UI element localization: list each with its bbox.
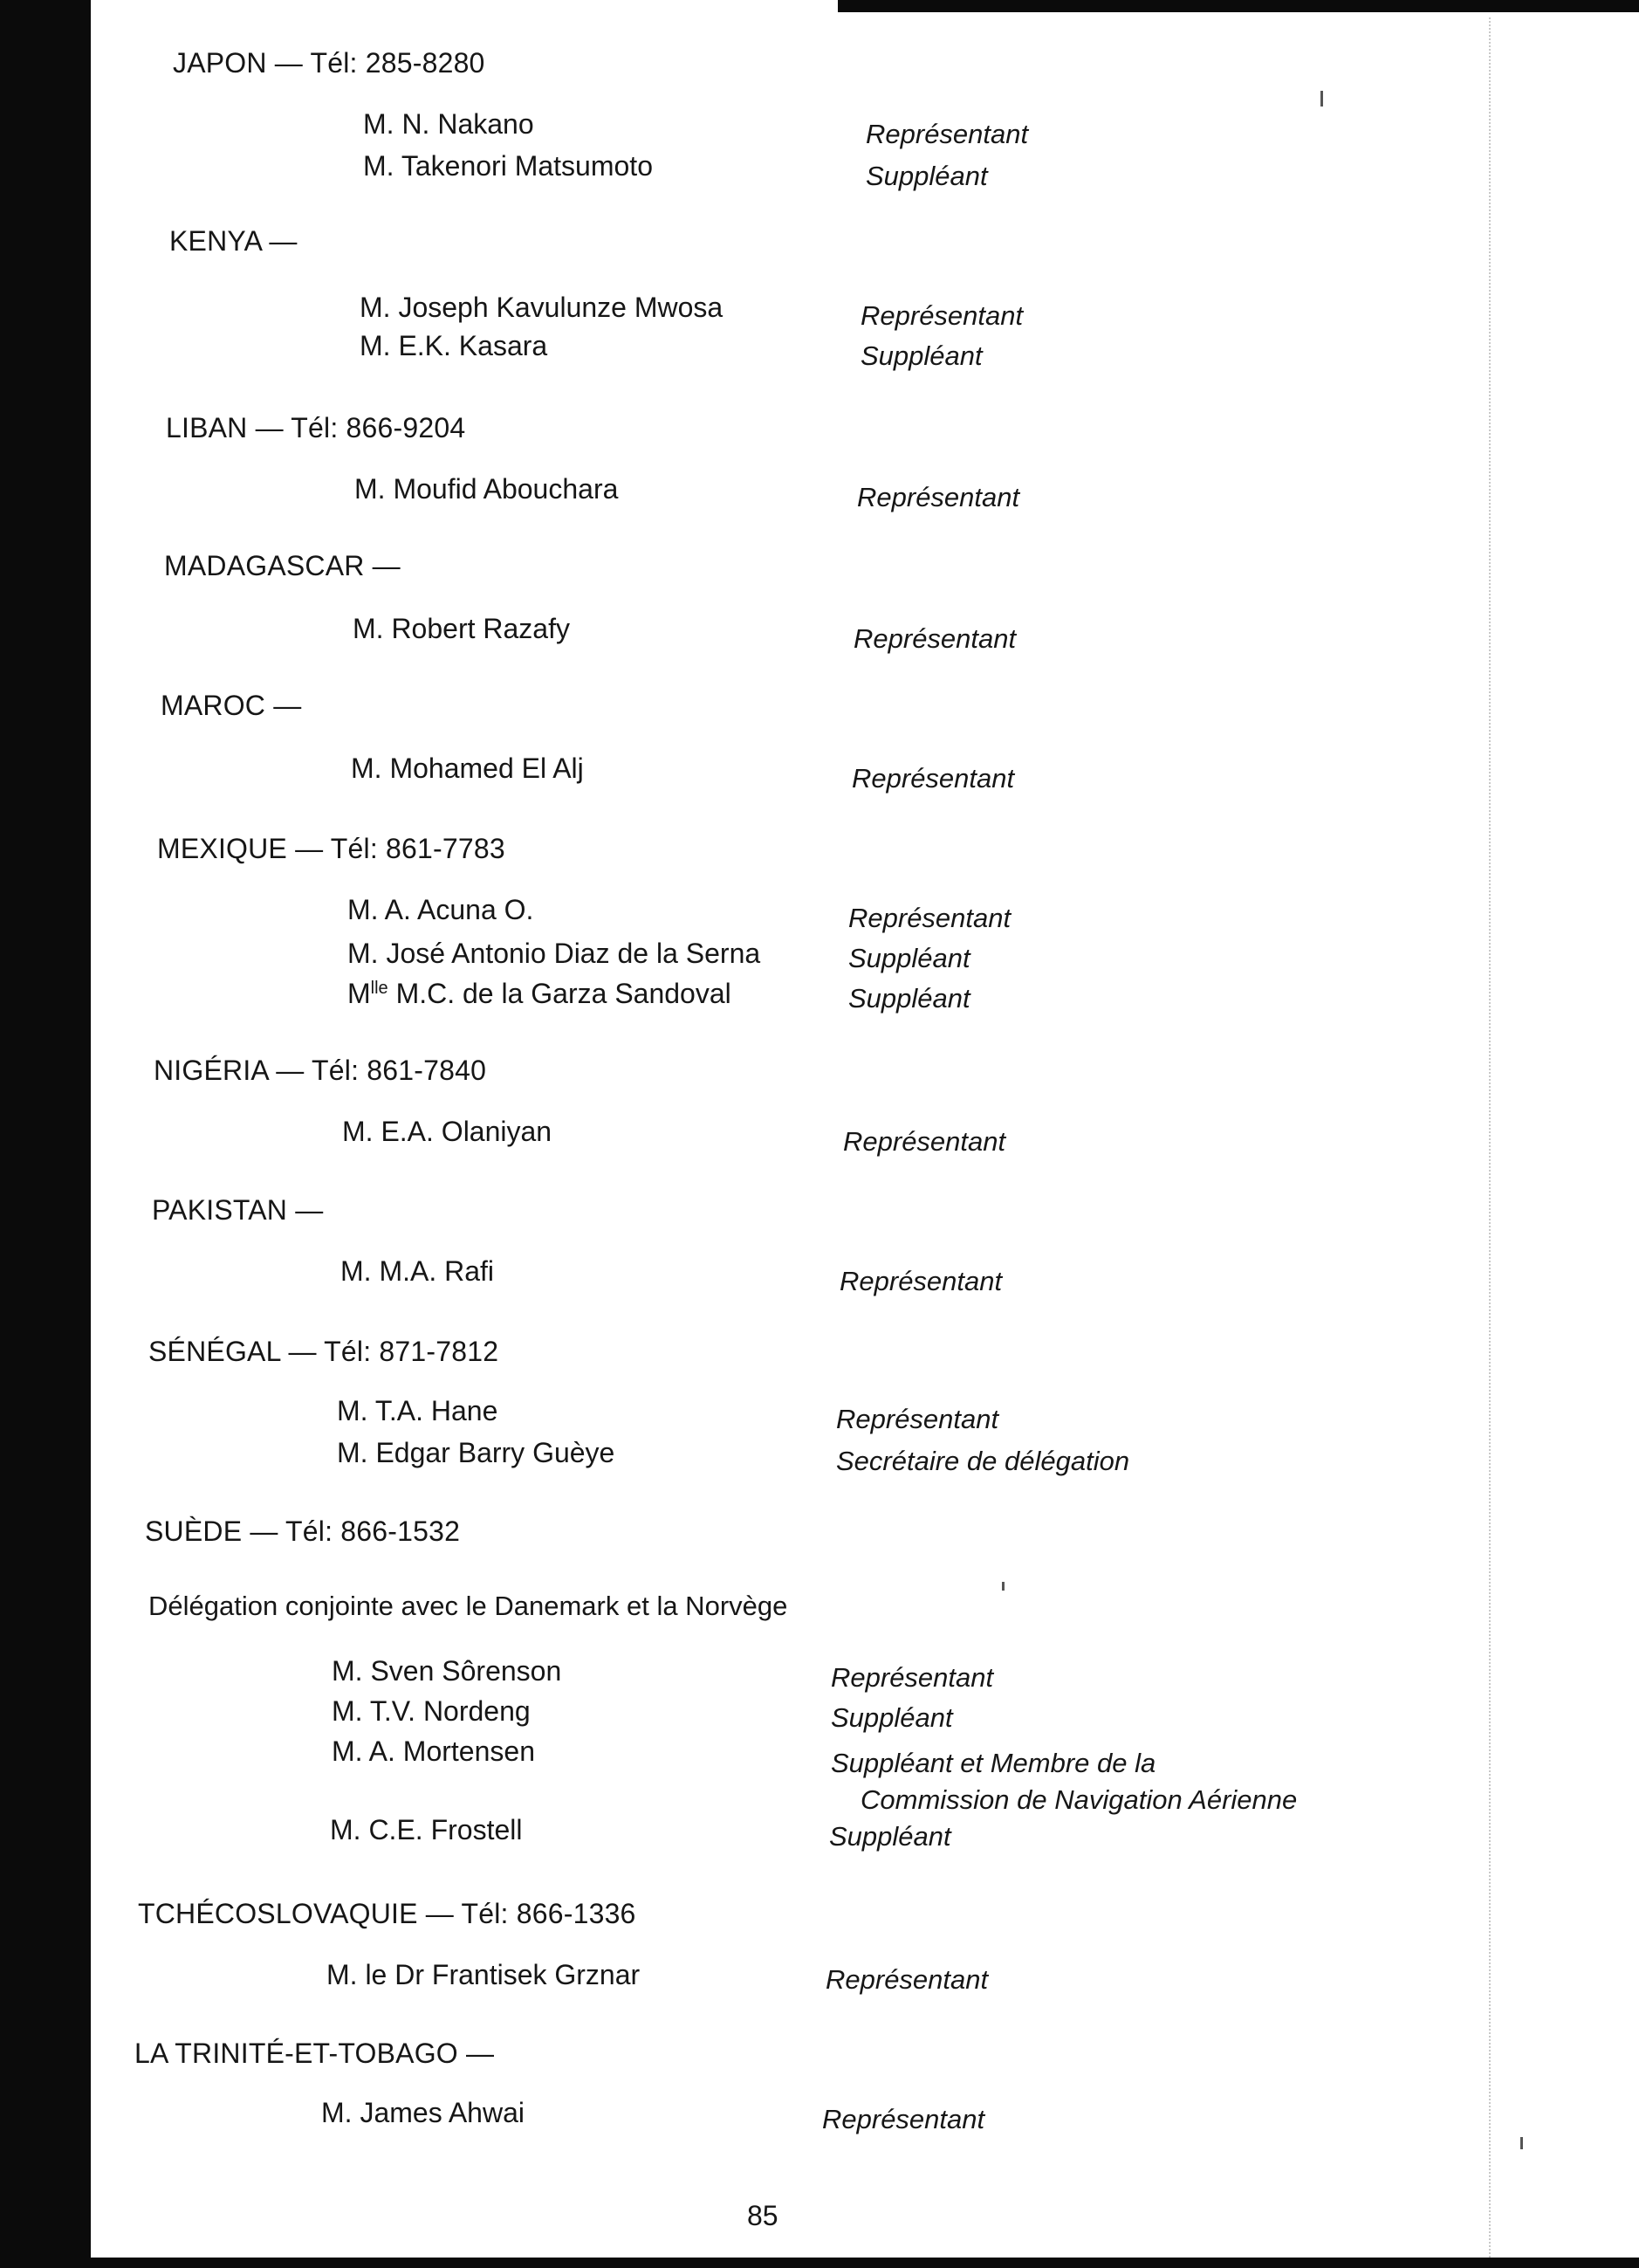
delegate-name bbox=[347, 978, 731, 1010]
delegation-note: Délégation conjointe avec le Danemark et la Norvège bbox=[148, 1591, 788, 1621]
delegate-role: Suppléant bbox=[831, 1702, 953, 1733]
delegate-role: Représentant bbox=[861, 300, 1024, 331]
delegate-role: Représentant bbox=[843, 1126, 1006, 1157]
delegate-name: M. C.E. Frostell bbox=[330, 1814, 523, 1845]
delegate-name: M. Mohamed El Alj bbox=[351, 753, 584, 784]
delegate-role: Représentant bbox=[866, 119, 1029, 149]
delegate-role: Représentant bbox=[822, 2104, 985, 2134]
delegate-name: M. le Dr Frantisek Grznar bbox=[326, 1959, 641, 1990]
delegate-name: M. Takenori Matsumoto bbox=[363, 150, 653, 182]
delegate-name: M. M.A. Rafi bbox=[340, 1255, 495, 1287]
country-heading-japon: JAPON — Tél: 285-8280 bbox=[173, 47, 485, 79]
delegate-role: Suppléant bbox=[829, 1821, 951, 1852]
delegate-role: Suppléant bbox=[866, 161, 988, 191]
delegate-name: M. Robert Razafy bbox=[353, 613, 570, 644]
country-heading-liban: LIBAN — Tél: 866-9204 bbox=[166, 412, 466, 443]
delegate-role: Représentant bbox=[857, 482, 1020, 512]
delegate-name: M. T.V. Nordeng bbox=[332, 1695, 531, 1727]
scan-speck bbox=[1320, 91, 1323, 107]
delegate-name: M. T.A. Hane bbox=[337, 1395, 498, 1426]
delegate-name: M. Moufid Abouchara bbox=[354, 473, 619, 505]
delegate-role: Représentant bbox=[826, 1964, 989, 1995]
country-heading-tchecoslovaquie: TCHÉCOSLOVAQUIE — Tél: 866-1336 bbox=[138, 1898, 636, 1929]
delegate-name: M. James Ahwai bbox=[321, 2097, 525, 2128]
delegate-role: Représentant bbox=[852, 763, 1015, 794]
country-heading-maroc: MAROC — bbox=[161, 690, 302, 721]
country-heading-mexique: MEXIQUE — Tél: 861-7783 bbox=[157, 833, 505, 864]
country-heading-trinite-et-tobago: LA TRINITÉ-ET-TOBAGO — bbox=[134, 2038, 495, 2069]
scan-speck bbox=[1520, 2137, 1523, 2149]
country-heading-madagascar: MADAGASCAR — bbox=[164, 550, 401, 581]
scan-left-border bbox=[0, 0, 91, 2268]
delegate-role: Représentant bbox=[840, 1266, 1003, 1296]
scan-top-border bbox=[838, 0, 1639, 12]
delegate-role-continued: Commission de Navigation Aérienne bbox=[861, 1784, 1298, 1815]
delegate-name: M. A. Acuna O. bbox=[347, 894, 534, 925]
country-heading-kenya: KENYA — bbox=[169, 225, 298, 257]
delegate-name: M. Edgar Barry Guèye bbox=[337, 1437, 615, 1468]
delegate-role: Représentant bbox=[848, 903, 1012, 933]
delegate-role: Suppléant et Membre de la bbox=[831, 1748, 1156, 1778]
delegate-role: Représentant bbox=[854, 623, 1017, 654]
delegate-name: M. José Antonio Diaz de la Serna bbox=[347, 938, 761, 969]
scan-right-margin-line bbox=[1489, 17, 1496, 2261]
scan-bottom-border bbox=[0, 2258, 1639, 2268]
title-superscript: lle bbox=[370, 979, 388, 998]
delegate-name: M. N. Nakano bbox=[363, 108, 534, 140]
title-prefix: M bbox=[347, 978, 371, 1009]
delegate-role: Suppléant bbox=[848, 943, 970, 973]
country-heading-senegal: SÉNÉGAL — Tél: 871-7812 bbox=[148, 1336, 499, 1367]
delegate-name: M. A. Mortensen bbox=[332, 1735, 535, 1767]
delegate-role: Représentant bbox=[831, 1662, 994, 1693]
country-heading-suede: SUÈDE — Tél: 866-1532 bbox=[145, 1515, 461, 1547]
country-heading-nigeria: NIGÉRIA — Tél: 861-7840 bbox=[154, 1055, 487, 1086]
delegate-role: Représentant bbox=[836, 1404, 999, 1434]
delegate-name: M. E.A. Olaniyan bbox=[342, 1116, 552, 1147]
delegate-role: Suppléant bbox=[861, 340, 983, 371]
scan-speck bbox=[1002, 1582, 1005, 1591]
country-heading-pakistan: PAKISTAN — bbox=[152, 1194, 324, 1226]
delegate-name: M. Joseph Kavulunze Mwosa bbox=[360, 292, 723, 323]
delegate-name: M. Sven Sôrenson bbox=[332, 1655, 562, 1687]
page-number: 85 bbox=[747, 2200, 778, 2231]
delegate-role: Secrétaire de délégation bbox=[836, 1446, 1130, 1476]
delegate-role: Suppléant bbox=[848, 983, 970, 1014]
delegate-name: M. E.K. Kasara bbox=[360, 330, 548, 361]
delegate-name-rest: M.C. de la Garza Sandoval bbox=[387, 978, 731, 1009]
